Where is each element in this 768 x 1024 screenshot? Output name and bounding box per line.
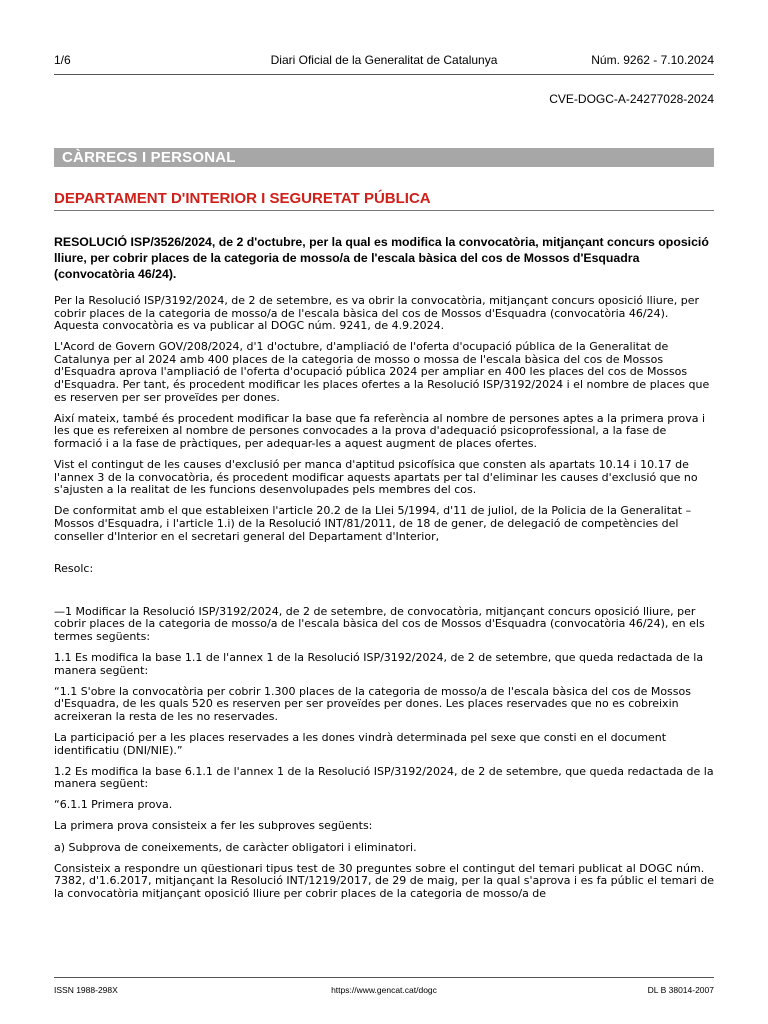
- resolution-title: RESOLUCIÓ ISP/3526/2024, de 2 d'octubre, per la qual es modifica la convocatòria, mitjançant concurs oposició lliure, per cobrir places de la categoria de mosso/a de l'escala bàsica del cos de Mossos d'Esquadra (convocatòria 46/24).: [54, 235, 709, 281]
- paragraph: De conformitat amb el que estableixen l'article 20.2 de la Llei 5/1994, d'11 de juliol, de la Policia de la Generalitat – Mossos d'Esquadra, i l'article 1.i) de la Resolució INT/81/2011, de 18 de gener, de delegació de competències del conseller d'Interior en el secretari general del Departament d'Interior,: [54, 504, 692, 543]
- header-divider: [54, 74, 714, 75]
- department-divider: [54, 210, 714, 211]
- issue-number: Núm. 9262 - 7.10.2024: [591, 53, 714, 67]
- page-number: 1/6: [54, 53, 71, 67]
- department-heading: DEPARTAMENT D'INTERIOR I SEGURETAT PÚBLICA: [54, 190, 431, 207]
- paragraph: Per la Resolució ISP/3192/2024, de 2 de setembre, es va obrir la convocatòria, mitjançant concurs oposició lliure, per cobrir places de la categoria de mosso/a de l'escala bàsica del cos de Mossos d'Esquadra (convocatòria 46/24). Aquesta convocatòria es va publicar al DOGC núm. 9241, de 4.9.2024.: [54, 294, 700, 333]
- footer-url[interactable]: https://www.gencat.cat/dogc: [331, 985, 437, 995]
- resolution-item: a) Subprova de coneixements, de caràcter obligatori i eliminatori.: [54, 840, 417, 854]
- legal-deposit: DL B 38014-2007: [647, 985, 714, 995]
- resolution-item: La participació per a les places reservades a les dones vindrà determinada pel sexe que consti en el document identificatiu (DNI/NIE).”: [54, 730, 667, 757]
- resolution-item: La primera prova consisteix a fer les subproves següents:: [54, 819, 373, 833]
- cve-code: CVE-DOGC-A-24277028-2024: [549, 92, 714, 106]
- paragraph: Així mateix, també és procedent modificar la base que fa referència al nombre de persones aptes a la primera prova i les que es refereixen al nombre de persones convocades a la prova d'adequació psicoprofessional, a la fase de formació i a la fase de pràctiques, per adequar-les a aquest augment de places ofertes.: [54, 411, 706, 450]
- section-heading: CÀRRECS I PERSONAL: [54, 148, 714, 167]
- resolution-item: “1.1 S'obre la convocatòria per cobrir 1.300 places de la categoria de mosso/a de l'escala bàsica del cos de Mossos d'Esquadra, de les quals 520 es reserven per ser proveïdes per dones. Les places reservades que no es cobreixin acreixeran la resta de les no reservades.: [54, 684, 691, 723]
- journal-name: Diari Oficial de la Generalitat de Catalunya: [270, 53, 498, 67]
- document-body: [54, 295, 716, 909]
- resolution-item: 1.1 Es modifica la base 1.1 de l'annex 1 de la Resolució ISP/3192/2024, de 2 de setembre, que queda redactada de la manera següent:: [54, 650, 704, 677]
- issn: ISSN 1988-298X: [54, 985, 118, 995]
- footer-divider: [54, 977, 714, 978]
- resolution-item: Consisteix a respondre un qüestionari tipus test de 30 preguntes sobre el contingut del temari publicat al DOGC núm. 7382, d'1.6.2017, mitjançant la Resolució INT/1219/2017, de 29 de maig, per la qual s'aprova i es fa públic el temari de la convocatòria mitjançant oposició lliure per cobrir places de la categoria de mosso/a de: [54, 861, 714, 900]
- paragraph: Vist el contingut de les causes d'exclusió per manca d'aptitud psicofísica que consten als apartats 10.14 i 10.17 de l'annex 3 de la convocatòria, és procedent modificar aquests apartats per tal d'eliminar les causes d'exclusió que no s'ajusten a la realitat de les funcions desenvolupades pels membres del cos.: [54, 458, 698, 497]
- resolution-item: “6.1.1 Primera prova.: [54, 798, 173, 812]
- resolc-label: Resolc:: [54, 562, 94, 576]
- resolution-item: 1.2 Es modifica la base 6.1.1 de l'annex 1 de la Resolució ISP/3192/2024, de 2 de setembre, que queda redactada de la manera següent:: [54, 764, 714, 791]
- paragraph: L'Acord de Govern GOV/208/2024, d'1 d'octubre, d'ampliació de l'oferta d'ocupació pública de la Generalitat de Catalunya per al 2024 amb 400 places de la categoria de mosso o mossa de l'escala bàsica del cos de Mossos d'Esquadra aprova l'ampliació de l'oferta d'ocupació pública 2024 per ampliar en 400 les places del cos de Mossos d'Esquadra. Per tant, és procedent modificar les places ofertes a la Resolució ISP/3192/2024 i el nombre de places que es reserven per ser proveïdes per dones.: [54, 340, 710, 404]
- resolution-item: —1 Modificar la Resolució ISP/3192/2024, de 2 de setembre, de convocatòria, mitjançant concurs oposició lliure, per cobrir places de la categoria de mosso/a de l'escala bàsica del cos de Mossos d'Esquadra (convocatòria 46/24), en els termes següents:: [54, 604, 705, 643]
